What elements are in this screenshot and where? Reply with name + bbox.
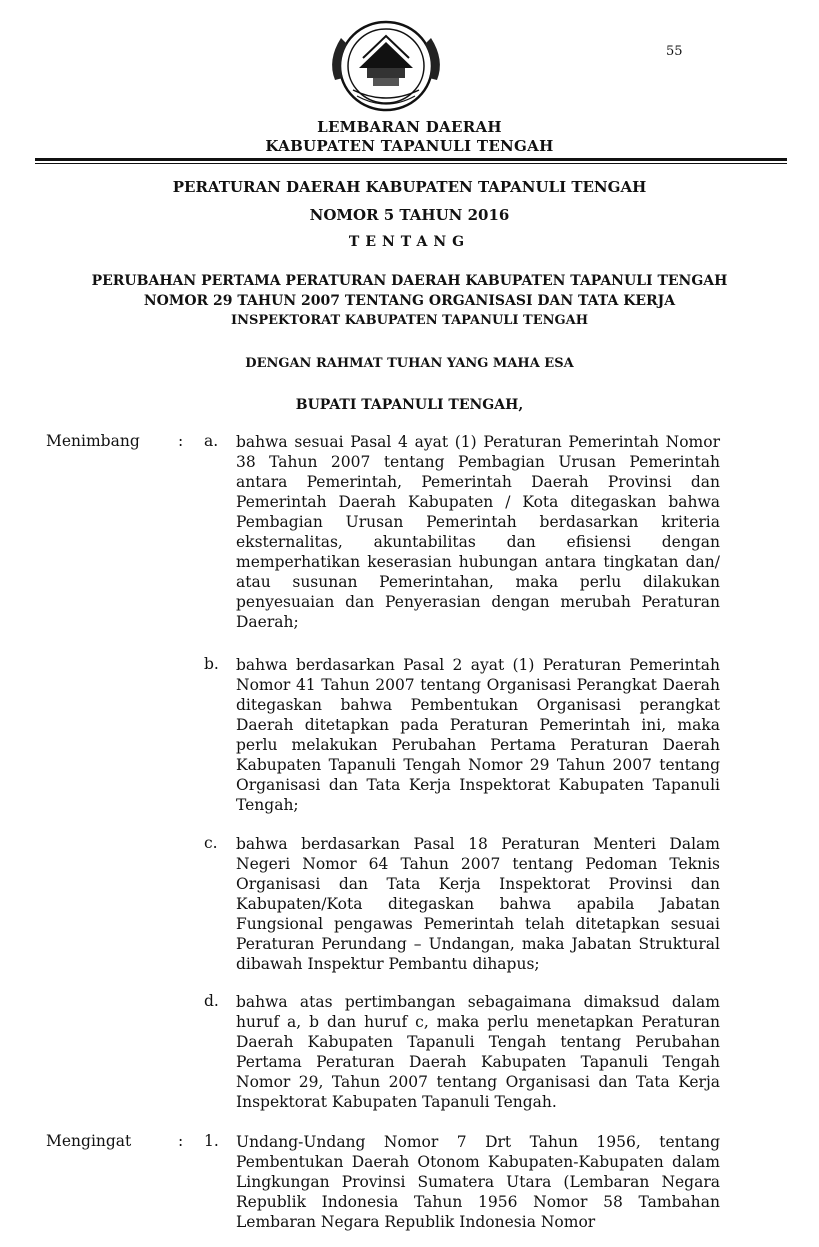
menimbang-item-c-text: bahwa berdasarkan Pasal 18 Peraturan Menteri Dalam Negeri Nomor 64 Tahun 2007 tentang Pedoman Teknis Organisasi dan Tata Kerja Inspektorat Provinsi dan Kabupaten/Kota ditegaskan bahwa apabila Jabatan Fungsional pengawas Pemerintah telah ditetapkan sesuai Peraturan Perundang – Undangan, maka Jabatan Struktural dibawah Inspektur Pembantu dihapus; [236, 835, 720, 973]
blessing-line: DENGAN RAHMAT TUHAN YANG MAHA ESA [245, 356, 574, 371]
regulation-number: NOMOR 5 TAHUN 2016 [309, 206, 510, 224]
page-number: 55 [666, 44, 683, 59]
menimbang-item-d-text: bahwa atas pertimbangan sebagaimana dimaksud dalam huruf a, b dan huruf c, maka perlu menetapkan Peraturan Daerah Kabupaten Tapanuli Tengah tentang Perubahan Pertama Peraturan Daerah Kabupaten Tapanuli Tengah Nomor 29, Tahun 2007 tentang Organisasi dan Tata Kerja Inspektorat Kabupaten Tapanuli Tengah. [236, 993, 720, 1111]
menimbang-item-a-marker: a. [204, 432, 219, 450]
gazette-header-line2: KABUPATEN TAPANULI TENGAH [265, 137, 554, 155]
regency-coat-of-arms-logo [317, 20, 455, 112]
subject-line3: INSPEKTORAT KABUPATEN TAPANULI TENGAH [231, 313, 588, 328]
regulation-title: PERATURAN DAERAH KABUPATEN TAPANULI TENGAH [172, 178, 647, 196]
menimbang-colon: : [178, 432, 184, 450]
header-rule-thick [35, 158, 787, 161]
mengingat-colon: : [178, 1132, 184, 1150]
mengingat-item-1-text: Undang-Undang Nomor 7 Drt Tahun 1956, tentang Pembentukan Daerah Otonom Kabupaten-Kabupaten dalam Lingkungan Provinsi Sumatera Utara (Lembaran Negara Republik Indonesia Tahun 1956 Nomor 58 Tambahan Lembaran Negara Republik Indonesia Nomor [236, 1133, 720, 1231]
tentang-heading: TENTANG [348, 234, 471, 250]
mengingat-label: Mengingat [46, 1132, 132, 1150]
menimbang-item-b-marker: b. [204, 655, 219, 673]
regent-title: BUPATI TAPANULI TENGAH, [295, 397, 524, 413]
gazette-header-line1: LEMBARAN DAERAH [317, 118, 502, 136]
menimbang-item-b-text: bahwa berdasarkan Pasal 2 ayat (1) Peraturan Pemerintah Nomor 41 Tahun 2007 tentang Organisasi Perangkat Daerah ditegaskan bahwa Pembentukan Organisasi perangkat Daerah ditetapkan pada Peraturan Pemerintah ini, maka perlu melakukan Perubahan Pertama Peraturan Daerah Kabupaten Tapanuli Tengah Nomor 29 Tahun 2007 tentang Organisasi dan Tata Kerja Inspektorat Kabupaten Tapanuli Tengah; [236, 656, 720, 814]
subject-line2: NOMOR 29 TAHUN 2007 TENTANG ORGANISASI DAN TATA KERJA [143, 293, 676, 309]
subject-line1: PERUBAHAN PERTAMA PERATURAN DAERAH KABUPATEN TAPANULI TENGAH [91, 273, 728, 289]
menimbang-item-c-marker: c. [204, 834, 218, 852]
menimbang-item-d-marker: d. [204, 992, 219, 1010]
mengingat-item-1-marker: 1. [204, 1132, 219, 1150]
menimbang-label: Menimbang [46, 432, 140, 450]
header-rule-thin [35, 163, 787, 164]
menimbang-item-a-text: bahwa sesuai Pasal 4 ayat (1) Peraturan Pemerintah Nomor 38 Tahun 2007 tentang Pembagian Urusan Pemerintah antara Pemerintah, Pemerintah Daerah Provinsi dan Pemerintah Daerah Kabupaten / Kota ditegaskan bahwa Pembagian Urusan Pemerintah berdasarkan kriteria eksternalitas, akuntabilitas dan efisiensi dengan memperhatikan keserasian hubungan antara tingkatan dan/ atau susunan Pemerintahan, maka perlu dilakukan penyesuaian dan Penyerasian dengan merubah Peraturan Daerah; [236, 433, 720, 631]
